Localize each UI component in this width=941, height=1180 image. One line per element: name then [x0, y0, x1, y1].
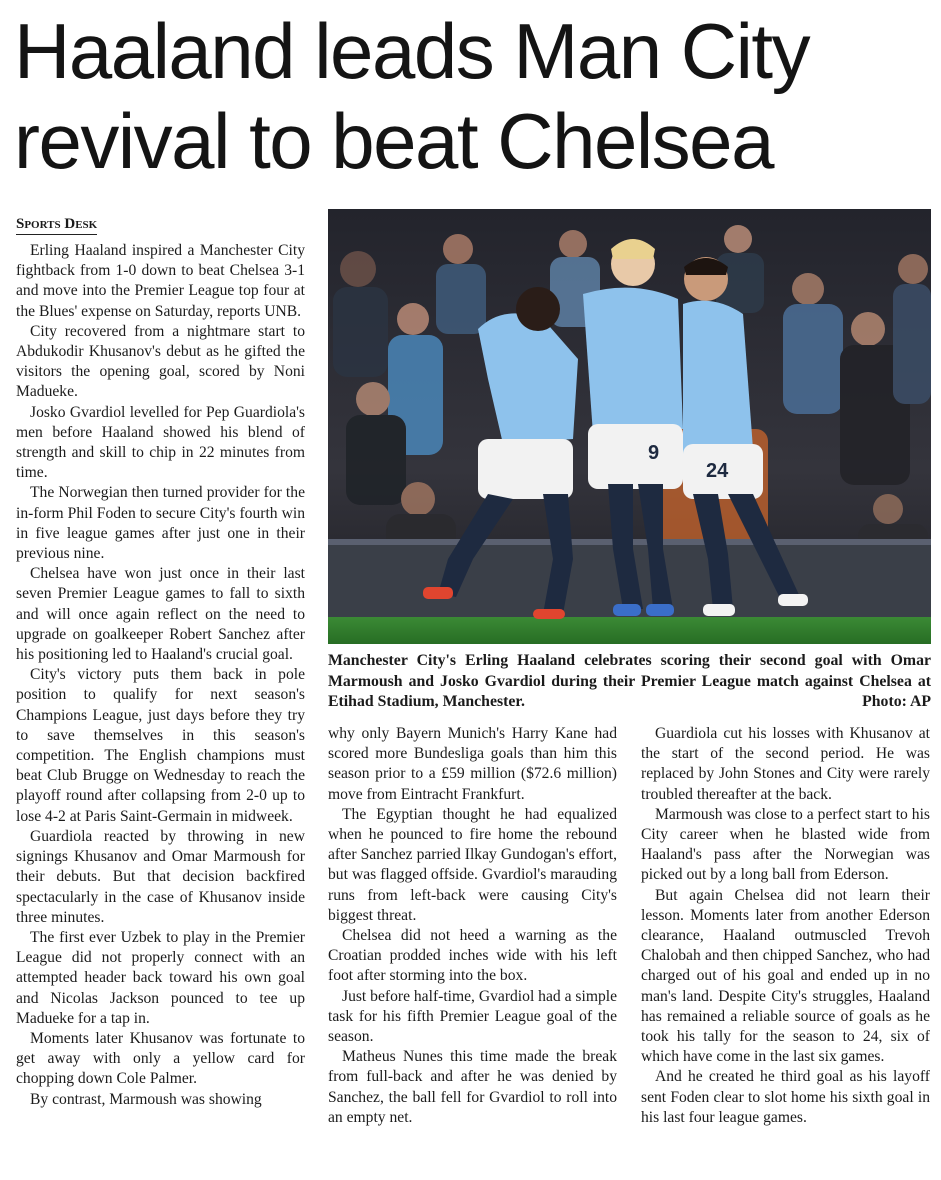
shirt-number: 9 — [648, 442, 660, 464]
article-paragraph: The Norwegian then turned provider for the in-form Phil Foden to secure City's fourth win in five league games after just one in their previous nine. — [16, 484, 305, 563]
article-paragraph: Chelsea did not heed a warning as the Croatian prodded inches wide with his left foot after storming into the box. — [328, 927, 617, 985]
headline: Haaland leads Man City revival to beat Chelsea — [14, 7, 810, 185]
article-paragraph: By contrast, Marmoush was showing — [30, 1090, 262, 1108]
article-paragraph: Guardiola reacted by throwing in new signings Khusanov and Omar Marmoush for their debuts. But that decision backfired spectacularly in the case of Khusanov inside three minutes. — [16, 827, 305, 926]
article-column-3 — [641, 724, 930, 1128]
article-column-1 — [16, 214, 305, 1110]
article-paragraph: City recovered from a nightmare start to Abdukodir Khusanov's debut as he gifted the visitors the opening goal, scored by Noni Madueke. — [16, 322, 305, 401]
article-paragraph: But again Chelsea did not learn their lesson. Moments later from another Ederson clearance, Haaland outmuscled Trevoh Chalobah and then chipped Sanchez, who had charged out of his goal and ended up in no man's land. Despite City's struggles, Haaland has remained a reliable source of goals as he took his tally for the season to 24, six of which have come in the last six games. — [641, 886, 930, 1066]
caption-text: Manchester City's Erling Haaland celebrates scoring their second goal with Omar Marmoush and Josko Gvardiol during their Premier League match against Chelsea at Etihad Stadium, Manchester. — [328, 652, 931, 710]
article-paragraph: Marmoush was close to a perfect start to his City career when he blasted wide from Haaland's pass after the Norwegian was picked out by a long ball from Ederson. — [641, 805, 930, 884]
article-paragraph: And he created he third goal as his layoff sent Foden clear to slot home his sixth goal in his last four league games. — [641, 1068, 930, 1126]
article-paragraph: why only Bayern Munich's Harry Kane had scored more Bundesliga goals than him this season prior to a £59 million ($72.6 million) move from Eintracht Frankfurt. — [328, 725, 617, 803]
article-paragraph: Chelsea have won just once in their last seven Premier League games to fall to sixth and will once again reflect on the need to upgrade on goalkeeper Robert Sanchez after his positioning led to Haaland's crucial goal. — [16, 565, 305, 664]
match-photo — [328, 209, 931, 644]
photo-credit: Photo: AP — [862, 693, 931, 710]
article-paragraph: The first ever Uzbek to play in the Premier League did not properly connect with an attempted header back toward his own goal and Nicolas Jackson pounced to tee up Madueke for a tap in. — [16, 928, 305, 1027]
article-paragraph: The Egyptian thought he had equalized when he pounced to fire home the rebound after Sanchez parried Ilkay Gundogan's effort, but was flagged offside. Gvardiol's marauding runs from left-back were causing City's biggest threat. — [328, 805, 617, 924]
article-paragraph: Erling Haaland inspired a Manchester City fightback from 1-0 down to beat Chelsea 3-1 and move into the Premier League top four at the Blues' expense on Saturday, reports UNB. — [16, 242, 305, 320]
article-paragraph: Guardiola cut his losses with Khusanov at the start of the second period. He was replaced by John Stones and City were rarely troubled thereafter at the back. — [641, 725, 930, 803]
article-paragraph: City's victory puts them back in pole position to qualify for next season's Champions League, just days before they try to save themselves in this season's competition. The English champions must beat Club Brugge on Wednesday to reach the playoff round after collapsing from 2-0 up to lose 4-2 at Paris Saint-Germain in midweek. — [16, 666, 305, 825]
article-paragraph: Just before half-time, Gvardiol had a simple task for his fifth Premier League goal of the season. — [328, 987, 617, 1046]
article-column-2 — [328, 724, 617, 1128]
photo-caption — [328, 651, 931, 713]
article-paragraph: Matheus Nunes this time made the break from full-back and after he was denied by Sanchez, the ball fell for Gvardiol to roll into an empty net. — [328, 1048, 617, 1126]
shirt-number: 24 — [706, 460, 729, 482]
byline: Sports Desk — [16, 214, 97, 235]
article-paragraph: Josko Gvardiol levelled for Pep Guardiola's men before Haaland showed his blend of strength and skill to chip in 22 minutes from time. — [16, 403, 305, 482]
article-paragraph: Moments later Khusanov was fortunate to get away with only a yellow card for chopping down Cole Palmer. — [16, 1029, 305, 1088]
